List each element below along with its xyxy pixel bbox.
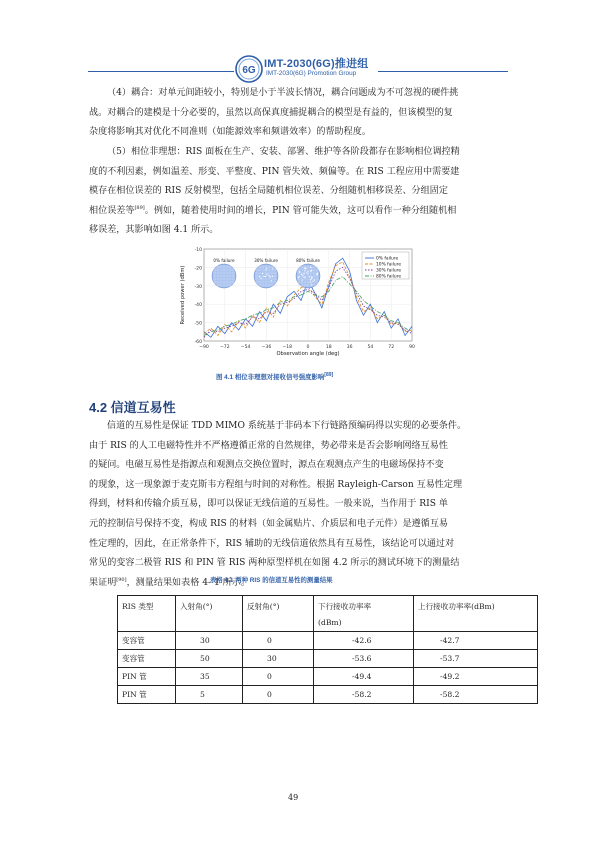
text-line: 移误差，其影响如图 4.1 所示。 xyxy=(89,225,219,236)
failed-element-dot xyxy=(314,280,315,281)
table-cell: -42.6 xyxy=(314,632,414,650)
legend-label: 30% failure xyxy=(376,268,402,274)
text-line: 战。对耦合的建模是十分必要的，虽然以高保真度捕捉耦合的模型是有益的，但该模型的复 xyxy=(89,107,453,118)
failed-element-dot xyxy=(312,277,313,278)
table-cell: 0 xyxy=(243,632,314,650)
failed-element-dot xyxy=(311,278,312,279)
header-cell: 入射角(°) xyxy=(176,596,243,632)
paragraph-reciprocity xyxy=(89,417,509,593)
failed-element-dot xyxy=(303,273,304,274)
failed-element-dot xyxy=(272,276,273,277)
table-row xyxy=(118,668,538,686)
text-line: （5）相位非理想：RIS 面板在生产、安装、部署、维护等各阶段都存在影响相位调控精 xyxy=(107,147,460,157)
x-tick-label: −72 xyxy=(219,345,230,350)
failed-element-dot xyxy=(299,272,300,273)
failed-element-dot xyxy=(266,268,267,269)
page-number: 49 xyxy=(288,793,299,802)
failed-element-dot xyxy=(307,271,308,272)
table-cell: 0 xyxy=(243,668,314,686)
failed-element-dot xyxy=(305,268,306,269)
text-line: 元的控制信号保持不变，构成 RIS 的材料（如金属贴片、介质层和电子元件）是遵循互易 xyxy=(89,518,448,529)
table-cell: -49.2 xyxy=(414,668,538,686)
logo-text: 6G xyxy=(242,65,256,76)
header-cell xyxy=(314,596,414,632)
text-line: 的现象，这一现象源于麦克斯韦方程组与时间的对称性。根据 Rayleigh-Carson 互易性定理 xyxy=(89,479,463,490)
failed-element-dot xyxy=(311,284,312,285)
failed-element-dot xyxy=(311,270,312,271)
failed-element-dot xyxy=(302,275,303,276)
header-unit: (dBm) xyxy=(318,618,342,627)
text-line: 得到，材料和传输介质互易，即可以保证无线信道的互易性。一般来说，当作用于 RIS 单 xyxy=(89,499,448,510)
legend-label: 80% failure xyxy=(376,274,402,280)
text-line: 的疑问。电磁互易性是指源点和观测点交换位置时，源点在观测点产生的电磁场保持不变 xyxy=(89,460,444,471)
table-cell: 30 xyxy=(243,650,314,668)
table-cell: 30 xyxy=(176,632,243,650)
x-tick-label: 72 xyxy=(388,345,395,350)
table-row xyxy=(118,650,538,668)
received-power-chart xyxy=(176,244,422,364)
table-cell: 50 xyxy=(176,650,243,668)
x-tick-label: 54 xyxy=(367,345,374,350)
table-cell: 35 xyxy=(176,668,243,686)
table-cell: 变容管 xyxy=(118,632,176,650)
x-tick-label: −90 xyxy=(199,345,209,350)
x-tick-label: 90 xyxy=(409,345,415,350)
failed-element-dot xyxy=(305,277,306,278)
table-cell: -58.2 xyxy=(414,686,538,704)
legend-label: 0% failure xyxy=(376,256,399,262)
x-tick-label: 36 xyxy=(346,345,353,350)
legend-label: 10% failure xyxy=(376,262,402,268)
table-cell: 5 xyxy=(176,686,243,704)
y-tick-label: -20 xyxy=(194,266,202,272)
x-axis-label: Observation angle (deg) xyxy=(276,351,340,357)
header-rule-left xyxy=(88,71,234,72)
paragraph-phase-nonideal xyxy=(89,143,509,241)
failed-element-dot xyxy=(268,275,269,276)
x-tick-label: 18 xyxy=(325,345,332,350)
failed-element-dot xyxy=(312,281,313,282)
text-line: 常见的变容二极管 RIS 和 PIN 管 RIS 两种原型样机在如图 4.2 所示的测试环境下的测量结 xyxy=(89,558,460,569)
table-cell: PIN 管 xyxy=(118,668,176,686)
failed-element-dot xyxy=(264,276,265,277)
failed-element-dot xyxy=(266,274,267,275)
failed-element-dot xyxy=(310,282,311,283)
table-cell: PIN 管 xyxy=(118,686,176,704)
table-row xyxy=(118,632,538,650)
failed-element-dot xyxy=(271,280,272,281)
y-tick-label: -60 xyxy=(194,340,202,345)
table-header-row xyxy=(118,596,538,632)
text-line: （4）耦合：对单元间距较小，特别是小于半波长情况，耦合问题成为不可忽视的硬件挑 xyxy=(107,88,459,98)
failed-element-dot xyxy=(310,279,311,280)
section-heading: 4.2 信道互易性 xyxy=(89,400,176,415)
failed-element-dot xyxy=(310,267,311,268)
table-cell: 0 xyxy=(243,686,314,704)
header-cell: RIS 类型 xyxy=(118,596,176,632)
figure-caption: 图 4.1 相位非理想对接收信号强度影响[89] xyxy=(216,371,334,381)
text-line: 度的不利因素，例如温差、形变、平整度、PIN 管失效、频偏等。在 RIS 工程应用中需要建 xyxy=(89,166,460,177)
failed-element-dot xyxy=(302,280,303,281)
header-cell: 上行接收功率率(dBm) xyxy=(414,596,538,632)
text-line: 由于 RIS 的人工电磁特性并不严格遵循正常的自然规律，势必带来是否会影响网络互易性 xyxy=(89,440,448,451)
table-cell: -53.6 xyxy=(314,650,414,668)
header-title: IMT-2030(6G)推进组 xyxy=(264,58,369,70)
reciprocity-table xyxy=(117,595,538,704)
failed-element-dot xyxy=(316,274,317,275)
y-tick-label: -50 xyxy=(194,321,202,327)
failed-element-dot xyxy=(270,276,271,277)
failed-element-dot xyxy=(272,268,273,269)
y-tick-label: -10 xyxy=(194,248,202,253)
header-cell: 反射角(°) xyxy=(243,596,314,632)
y-tick-label: -40 xyxy=(194,303,202,309)
text-line: 果证明[90]，测量结果如表格 4- 1 所示。 xyxy=(89,576,250,588)
failed-element-dot xyxy=(299,276,300,277)
table-caption: 表格 4.1 两种 RIS 的信道互易性的测量结果 xyxy=(210,577,333,584)
header-subtitle: IMT-2030(6G) Promotion Group xyxy=(266,70,357,77)
text-line: 模存在相位误差的 RIS 反射模型，包括全局随机相位误差、分组随机相移误差、分组固定 xyxy=(89,186,448,197)
inset-label: 0% failure xyxy=(213,258,235,263)
imt2030-logo-icon xyxy=(234,54,264,84)
failed-element-dot xyxy=(306,272,307,273)
failed-element-dot xyxy=(303,277,304,278)
x-tick-label: −54 xyxy=(240,345,251,350)
failed-element-dot xyxy=(261,278,262,279)
table-cell: -42.7 xyxy=(414,632,538,650)
failed-element-dot xyxy=(304,267,305,268)
failed-element-dot xyxy=(317,273,318,274)
failed-element-dot xyxy=(301,274,302,275)
failed-element-dot xyxy=(265,270,266,271)
failed-element-dot xyxy=(309,276,310,277)
inset-label: 80% failure xyxy=(296,258,320,263)
y-axis-label: Received power (dBm) xyxy=(180,265,186,325)
x-tick-label: 0 xyxy=(306,345,310,350)
text-line: 杂度将影响其对优化不同准则（如能源效率和频谱效率）的帮助程度。 xyxy=(89,127,371,138)
failed-element-dot xyxy=(307,273,308,274)
x-tick-label: −36 xyxy=(261,345,272,350)
text-line: 相位误差等[89]。例如，随着使用时间的增长，PIN 管可能失效，这可以看作一种分组随机相 xyxy=(89,204,457,216)
text-line: 信道的互易性是保证 TDD MIMO 系统基于非码本下行链路预编码得以实现的必要条件。 xyxy=(107,421,467,431)
header-rule-right xyxy=(378,71,508,72)
y-tick-label: -30 xyxy=(194,284,202,290)
x-tick-label: −18 xyxy=(282,345,293,350)
failed-element-dot xyxy=(265,276,266,277)
failed-element-dot xyxy=(259,276,260,277)
failed-element-dot xyxy=(262,273,263,274)
header-text: 下行接收功率率 xyxy=(318,602,372,611)
failed-element-dot xyxy=(304,270,305,271)
paragraph-coupling xyxy=(89,84,509,143)
table-cell: 变容管 xyxy=(118,650,176,668)
table-cell: -58.2 xyxy=(314,686,414,704)
table-cell: -49.4 xyxy=(314,668,414,686)
inset-label: 30% failure xyxy=(254,258,278,263)
table-cell: -53.7 xyxy=(414,650,538,668)
table-row xyxy=(118,686,538,704)
text-line: 性定理的，因此，在正常条件下，RIS 辅助的无线信道依然具有互易性，该结论可以通过对 xyxy=(89,538,455,549)
